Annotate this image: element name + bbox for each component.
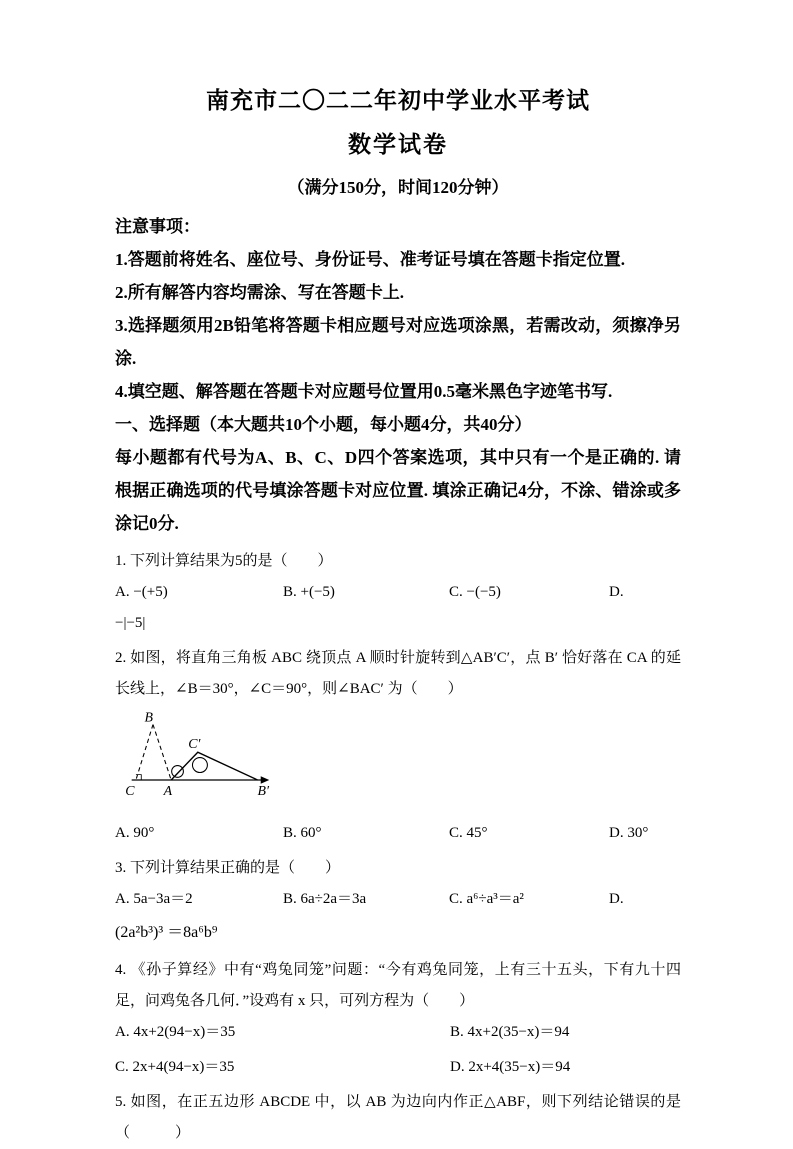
question-2-figure — [121, 709, 681, 816]
option-b: B. 4x+2(35−x)＝94 — [450, 1024, 570, 1040]
figure-label-b-prime: B′ — [257, 782, 270, 798]
question-3-options — [115, 884, 681, 915]
question-list — [115, 546, 681, 1149]
figure-label-c: C — [125, 782, 135, 798]
notice-item-4: 4.填空题、解答题在答题卡对应题号位置用0.5毫米黑色字迹笔书写. — [115, 382, 613, 401]
option-a: A. 5a−3a＝2 — [115, 891, 193, 907]
option-d-continuation: −|−5| — [115, 615, 146, 631]
section-1-instructions: 每小题都有代号为A、B、C、D四个答案选项，其中只有一个是正确的. 请根据正确选项的代号填涂答题卡对应位置. 填涂正确记4分，不涂、错涂或多涂记0分. — [115, 448, 681, 533]
option-b: B. +(−5) — [283, 584, 335, 600]
option-d: D. — [609, 584, 624, 600]
question-4-stem: 4. 《孙子算经》中有“鸡兔同笼”问题：“今有鸡兔同笼，上有三十五头，下有九十四足，问鸡兔各几何．”设鸡有 x 只，可列方程为（ ） — [115, 962, 681, 1009]
question-4 — [115, 955, 681, 1083]
option-c: C. a⁶÷a³＝a² — [449, 891, 524, 907]
option-c: C. 2x+4(94−x)＝35 — [115, 1059, 235, 1075]
option-d: D. 30° — [609, 825, 649, 841]
notice-item-2: 2.所有解答内容均需涂、写在答题卡上. — [115, 283, 404, 302]
page-title: 南充市二〇二二年初中学业水平考试 — [206, 88, 590, 113]
option-d: D. 2x+4(35−x)＝94 — [450, 1059, 571, 1075]
figure-label-b: B — [144, 709, 153, 725]
question-1-options — [115, 577, 681, 608]
paper-subtitle: 数学试卷 — [348, 132, 448, 157]
option-c: C. −(−5) — [449, 584, 501, 600]
option-a: A. 4x+2(94−x)＝35 — [115, 1024, 236, 1040]
question-2-stem: 2. 如图，将直角三角板 ABC 绕顶点 A 顺时针旋转到△AB′C′，点 B′ 恰好落在 CA 的延长线上，∠B＝30°，∠C＝90°，则∠BAC′ 为（ ） — [115, 650, 681, 697]
option-b: B. 60° — [283, 825, 322, 841]
option-b: B. 6a÷2a＝3a — [283, 891, 367, 907]
option-a: A. −(+5) — [115, 584, 168, 600]
option-a: A. 90° — [115, 825, 155, 841]
notice-item-1: 1.答题前将姓名、座位号、身份证号、准考证号填在答题卡指定位置. — [115, 250, 625, 269]
figure-label-a: A — [163, 782, 173, 798]
question-5 — [115, 1087, 681, 1149]
question-3 — [115, 853, 681, 951]
question-1 — [115, 546, 681, 639]
question-3-stem: 3. 下列计算结果正确的是（ ） — [115, 860, 341, 876]
question-2-options — [115, 818, 681, 849]
question-2 — [115, 643, 681, 849]
option-d-continuation: (2a²b³)³ ＝8a⁶b⁹ — [115, 924, 218, 941]
option-c: C. 45° — [449, 825, 488, 841]
question-4-options — [115, 1017, 681, 1083]
question-1-stem: 1. 下列计算结果为5的是（ ） — [115, 553, 333, 569]
score-time-line: （满分150分，时间120分钟） — [287, 178, 509, 197]
notice-heading: 注意事项： — [115, 217, 200, 236]
option-d: D. — [609, 891, 624, 907]
figure-label-c-prime: C′ — [188, 735, 201, 751]
triangle-rotation-figure — [121, 709, 281, 804]
notice-section — [115, 210, 681, 408]
section-1-heading: 一、选择题（本大题共10个小题，每小题4分，共40分） — [115, 415, 532, 434]
notice-item-3: 3.选择题须用2B铅笔将答题卡相应题号对应选项涂黑，若需改动，须擦净另涂. — [115, 316, 681, 368]
question-5-stem: 5. 如图，在正五边形 ABCDE 中，以 AB 为边向内作正△ABF，则下列结论错误的是（ ） — [115, 1094, 681, 1141]
